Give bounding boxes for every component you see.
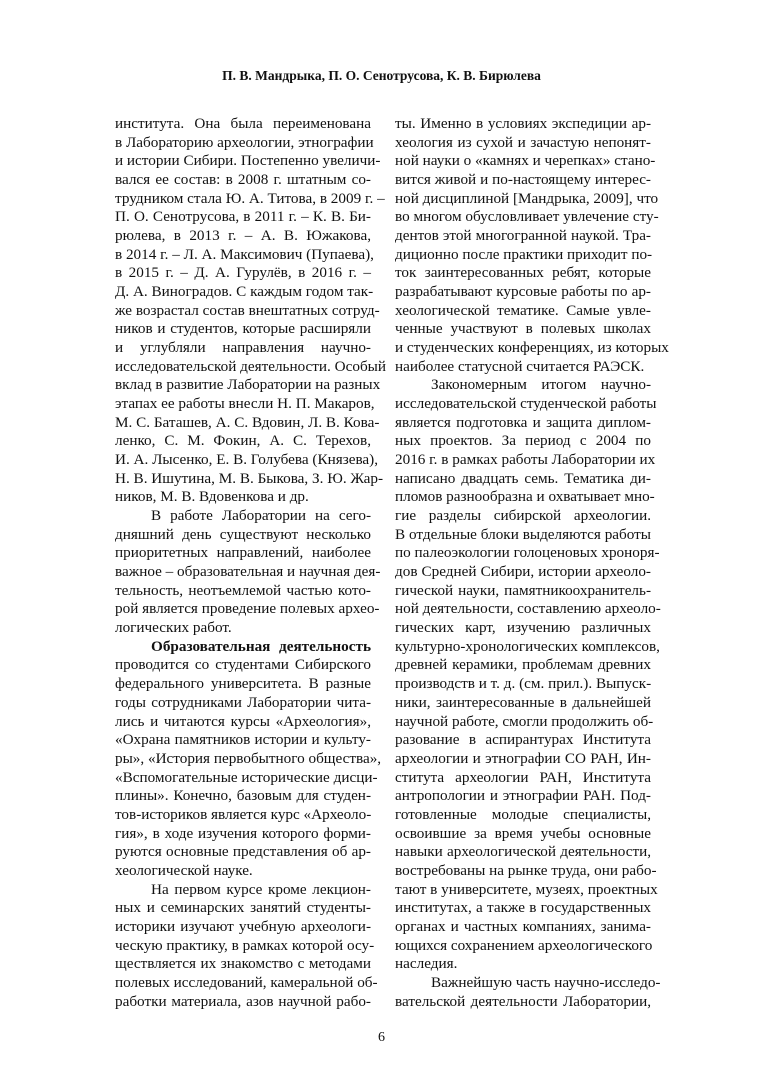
text-line: органах и частных компаниях, занима- — [395, 917, 651, 935]
text-line: института. Она была переименована — [115, 115, 371, 132]
text-line: антропологии и этнографии РАН. Под- — [395, 787, 651, 805]
text-line: рюлева, в 2013 г. – А. В. Южакова, — [115, 227, 371, 245]
text-line: ных и семинарских занятий студенты- — [115, 899, 371, 917]
text-line: гических карт, изучению различных — [395, 619, 651, 637]
right-column — [395, 115, 669, 1011]
text-line: гической науки, памятникоохранитель- — [395, 581, 651, 599]
paragraph — [395, 973, 661, 1011]
text-line: И. А. Лысенко, Е. В. Голубева (Князева), — [115, 451, 379, 469]
text-line: готовленные молодые специалисты, — [395, 805, 651, 823]
text-line: освоившие за время учебы основные — [395, 824, 651, 842]
text-line: «Охрана памятников истории и культу- — [115, 731, 371, 749]
text-line: В работе Лаборатории на сего- — [151, 507, 371, 525]
text-line: тают в университете, музеях, проектных — [395, 880, 658, 898]
text-line: наследия. — [395, 955, 458, 973]
text-line: гия», в ходе изучения которого форми- — [115, 824, 371, 842]
text-line: 2016 г. в рамках работы Лаборатории их — [395, 451, 656, 469]
text-line: логических работ. — [115, 619, 232, 637]
text-line: «Вспомогательные исторические дисци- — [115, 768, 378, 786]
text-line: трудником стала Ю. А. Титова, в 2009 г. – — [115, 189, 385, 207]
text-line: востребованы на рынке труда, они рабо- — [395, 861, 657, 879]
text-line: во многом обусловливает увлечение сту- — [395, 208, 659, 226]
text-line: П. О. Сенотрусова, в 2011 г. – К. В. Би- — [115, 208, 371, 226]
text-line: в 2014 г. – Л. А. Максимович (Пупаева), — [115, 245, 374, 263]
text-line: производств и т. д. (см. прил.). Выпуск- — [395, 675, 652, 693]
text-line: исследовательской студенческой работы — [395, 395, 657, 413]
text-line: ников, М. В. Вдовенкова и др. — [115, 488, 309, 506]
text-line: в 2015 г. – Д. А. Гурулёв, в 2016 г. – — [115, 264, 371, 282]
text-line: дняшний день существуют несколько — [115, 525, 371, 543]
text-line: хеология из сухой и зачастую непонят- — [395, 133, 651, 151]
text-line: проводится со студентами Сибирского — [115, 656, 371, 674]
text-line: ститута археологии РАН, Института — [395, 768, 651, 786]
text-line: ных проектов. За период с 2004 по — [395, 432, 651, 450]
text-line: полевых исследований, камеральной об- — [115, 973, 378, 991]
text-line: хеологической тематике. Самые увле- — [395, 301, 651, 319]
text-line: На первом курсе кроме лекцион- — [151, 880, 371, 898]
paragraph — [395, 376, 661, 974]
text-line: тельность, неотъемлемой частью кото- — [115, 581, 371, 599]
text-line: дентов этой многогранной наукой. Тра- — [395, 227, 651, 245]
text-line: и студенческих конференциях, из которых — [395, 339, 669, 357]
text-line: ной дисциплиной [Мандрыка, 2009], что — [395, 189, 659, 207]
text-line: по палеоэкологии голоценовых хроноря- — [395, 544, 660, 562]
text-line: вклад в развитие Лаборатории на разных — [115, 376, 381, 394]
text-line: институтах, а также в государственных — [395, 899, 651, 917]
text-line: навыки археологической деятельности, — [395, 843, 651, 861]
text-line: наиболее статусной считается РАЭСК. — [395, 357, 645, 375]
left-column — [115, 115, 387, 1011]
text-line: вался ее состав: в 2008 г. штатным со- — [115, 171, 371, 189]
text-line: ной деятельности, составлению археоло- — [395, 600, 661, 618]
text-line: ников и студентов, которые расширяли — [115, 320, 371, 338]
text-line: вится живой и по-настоящему интерес- — [395, 171, 651, 189]
text-line: ленко, С. М. Фокин, А. С. Терехов, — [115, 432, 371, 450]
paragraph — [115, 507, 381, 638]
text-line: ществляется их знакомство с методами — [115, 955, 371, 973]
text-line: ники, заинтересованные в дальнейшей — [395, 693, 651, 711]
text-line: ты. Именно в условиях экспедиции ар- — [395, 115, 651, 132]
running-header-authors: П. В. Мандрыка, П. О. Сенотрусова, К. В. Бирюлева — [222, 68, 541, 83]
text-line: В отдельные блоки выделяются работы — [395, 525, 651, 543]
text-line: и углубляли направления научно- — [115, 339, 371, 357]
text-line: важное – образовательная и научная дея- — [115, 563, 381, 581]
text-line: ной науки о «камнях и черепках» стано- — [395, 152, 656, 170]
text-line: М. С. Баташев, А. С. Вдовин, Л. В. Кова- — [115, 413, 380, 431]
text-line: Д. А. Виноградов. С каждым годом так- — [115, 283, 374, 301]
text-line: ченные участвуют в полевых школах — [395, 320, 651, 338]
text-line: дов Средней Сибири, истории археоло- — [395, 563, 651, 581]
text-line: разование в аспирантурах Института — [395, 731, 651, 749]
text-line: приоритетных направлений, наиболее — [115, 544, 371, 562]
text-line: лись и читаются курсы «Археология», — [115, 712, 371, 730]
text-line: является подготовка и защита диплом- — [395, 413, 651, 431]
text-line: научной работе, смогли продолжить об- — [395, 712, 654, 730]
text-line: этапах ее работы внесли Н. П. Макаров, — [115, 395, 375, 413]
text-line: плины». Конечно, базовым для студен- — [115, 787, 371, 805]
text-line: диционно после практики приходит по- — [395, 245, 653, 263]
text-line: гие разделы сибирской археологии. — [395, 507, 651, 525]
text-line: исследовательской деятельности. Особый — [115, 357, 387, 375]
text-line: пломов разнообразна и охватывает мно- — [395, 488, 655, 506]
text-line: же возрастал состав внештатных сотруд- — [115, 301, 380, 319]
text-line: ток заинтересованных ребят, которые — [395, 264, 651, 282]
text-line: культурно-хронологических комплексов, — [395, 637, 660, 655]
text-line: тов-историков является курс «Археоло- — [115, 805, 372, 823]
paragraph — [115, 880, 378, 1012]
text-line: Закономерным итогом научно- — [431, 376, 651, 394]
text-line: в Лабораторию археологии, этнографии — [115, 133, 374, 151]
paragraph — [115, 115, 387, 507]
text-line: вательской деятельности Лаборатории, — [395, 992, 651, 1010]
text-line: рой является проведение полевых архео- — [115, 600, 380, 618]
text-line: хеологической науке. — [115, 861, 253, 879]
text-line: Н. В. Ишутина, М. В. Быкова, З. Ю. Жар- — [115, 469, 384, 487]
text-line: Важнейшую часть научно-исследо- — [431, 973, 661, 991]
text-line: Образовательная деятельность — [151, 637, 371, 655]
text-line: ющихся сохранением археологического — [395, 936, 653, 954]
text-line: ры», «История первобытного общества», — [115, 749, 382, 767]
text-line: ческую практику, в рамках которой осу- — [115, 936, 375, 954]
text-line: федерального университета. В разные — [115, 675, 371, 693]
text-line: написано двадцать семь. Тематика ди- — [395, 469, 651, 487]
paragraph — [395, 115, 669, 376]
text-line: руются основные представления об ар- — [115, 843, 371, 861]
text-line: и истории Сибири. Постепенно увеличи- — [115, 152, 381, 170]
text-line: древней керамики, проблемам древних — [395, 656, 651, 674]
text-line: археологии и этнографии СО РАН, Ин- — [395, 749, 651, 767]
text-line: историки изучают учебную археологи- — [115, 917, 371, 935]
paragraph — [115, 637, 382, 881]
text-line: разрабатывают курсовые работы по ар- — [395, 283, 651, 301]
text-line: годы сотрудниками Лаборатории чита- — [115, 693, 371, 711]
page-number: 6 — [378, 1030, 385, 1045]
text-line: работки материала, азов научной рабо- — [115, 992, 371, 1010]
